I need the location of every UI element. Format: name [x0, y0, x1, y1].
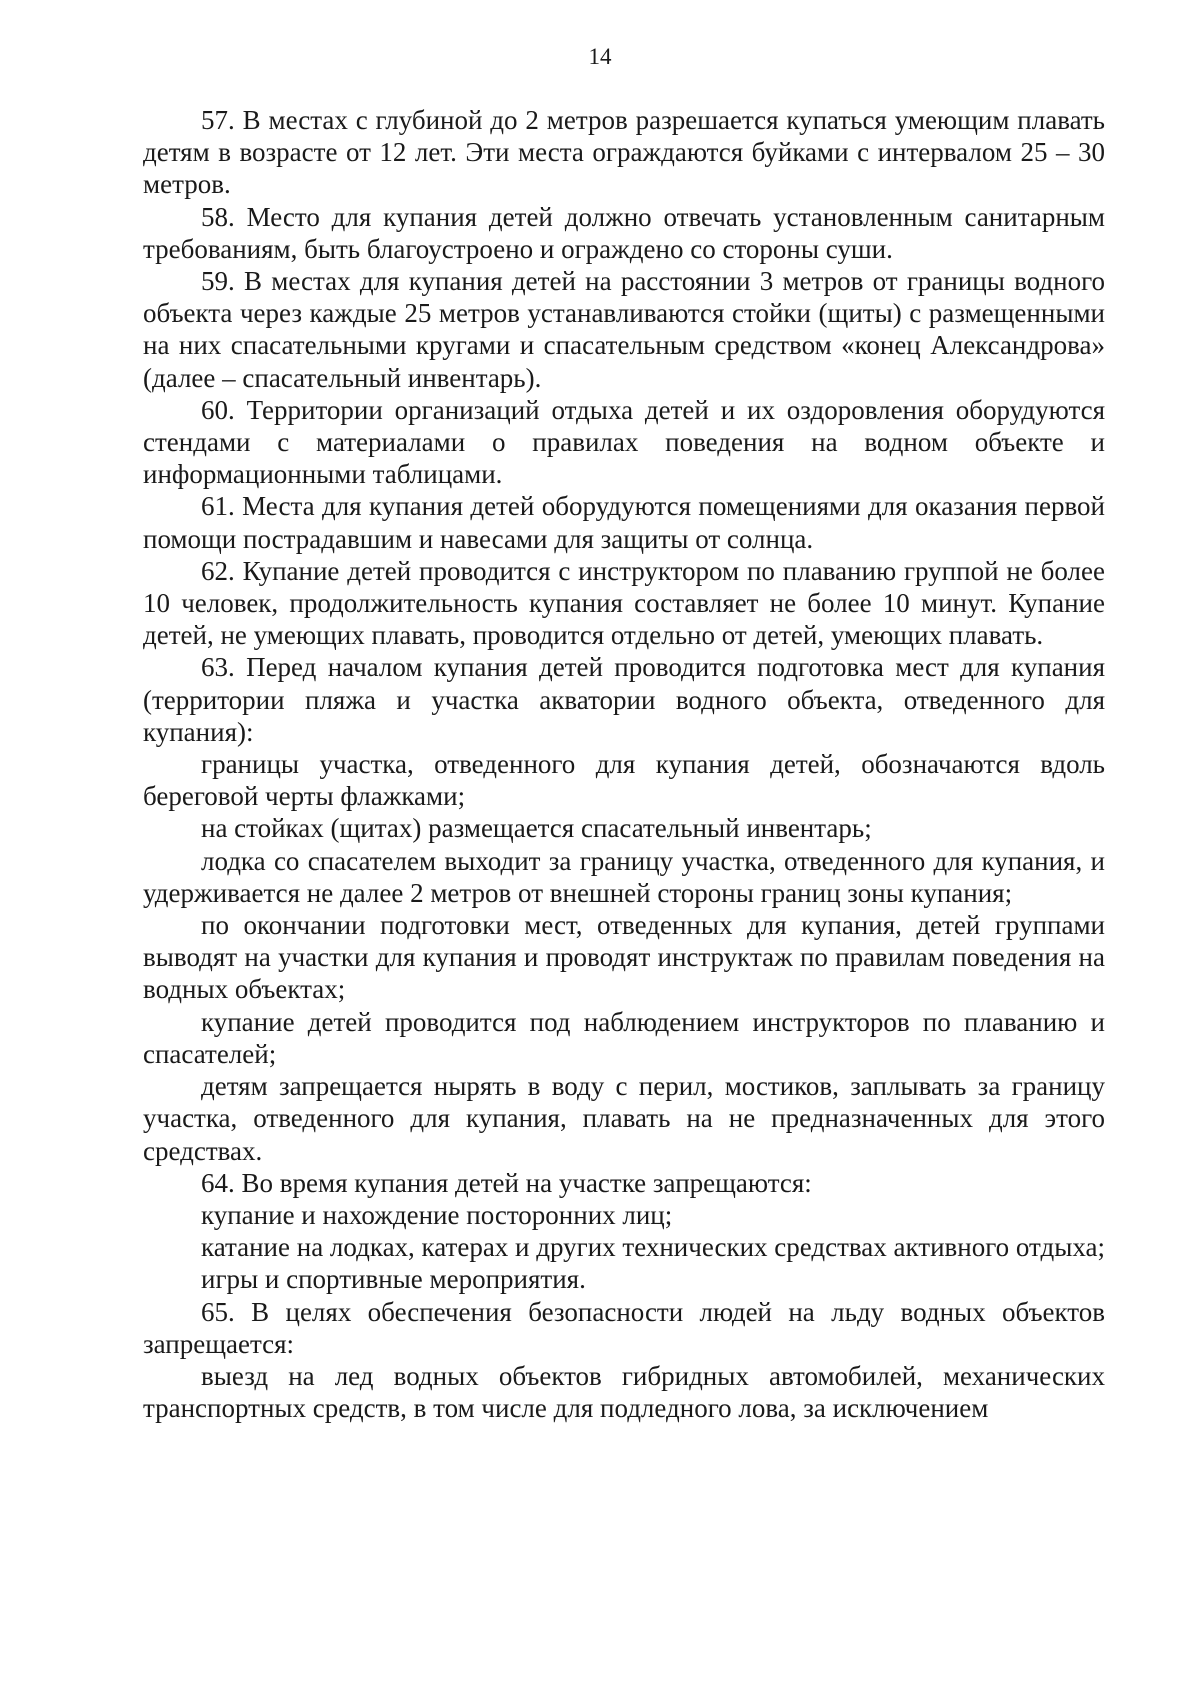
- paragraph-63: 63. Перед началом купания детей проводится подготовка мест для купания (территории пляжа и участка акватории водного объекта, отведенного для купания):: [143, 652, 1105, 747]
- page-number: 14: [588, 44, 612, 69]
- paragraph-59: 59. В местах для купания детей на расстоянии 3 метров от границы водного объекта через каждые 25 метров устанавливаются стойки (щиты) с размещенными на них спасательными кругами и спасательным средством «конец Александрова» (далее – спасательный инвентарь).: [143, 266, 1105, 393]
- list-item-63-1: границы участка, отведенного для купания детей, обозначаются вдоль береговой черты флажками;: [143, 749, 1105, 812]
- list-item-63-6: детям запрещается нырять в воду с перил, мостиков, заплывать за границу участка, отведенного для купания, плавать на не предназначенных для этого средствах.: [143, 1071, 1105, 1166]
- paragraph-58: 58. Место для купания детей должно отвечать установленным санитарным требованиям, быть благоустроено и ограждено со стороны суши.: [143, 201, 1105, 264]
- list-item-63-5: купание детей проводится под наблюдением инструкторов по плаванию и спасателей;: [143, 1006, 1105, 1069]
- list-item-64-2: катание на лодках, катерах и других технических средствах активного отдыха;: [201, 1232, 1105, 1263]
- list-item-64-1: купание и нахождение посторонних лиц;: [201, 1199, 673, 1230]
- paragraph-64: 64. Во время купания детей на участке запрещаются:: [201, 1167, 812, 1198]
- paragraph-60: 60. Территории организаций отдыха детей и их оздоровления оборудуются стендами с материалами о правилах поведения на водном объекте и информационными таблицами.: [143, 394, 1105, 490]
- list-item-63-2: на стойках (щитах) размещается спасательный инвентарь;: [201, 813, 872, 844]
- list-item-63-4: по окончании подготовки мест, отведенных для купания, детей группами выводят на участки для купания и проводят инструктаж по правилам поведения на водных объектах;: [143, 910, 1105, 1005]
- paragraph-57: 57. В местах с глубиной до 2 метров разрешается купаться умеющим плавать детям в возрасте от 12 лет. Эти места ограждаются буйками с интервалом 25 – 30 метров.: [143, 105, 1105, 200]
- list-item-64-3: игры и спортивные мероприятия.: [201, 1264, 586, 1295]
- paragraph-62: 62. Купание детей проводится с инструктором по плаванию группой не более 10 человек, продолжительность купания составляет не более 10 минут. Купание детей, не умеющих плавать, проводится отдельно от детей, умеющих плавать.: [143, 555, 1105, 651]
- list-item-63-3: лодка со спасателем выходит за границу участка, отведенного для купания, и удерживается не далее 2 метров от внешней стороны границ зоны купания;: [143, 845, 1105, 908]
- paragraph-65: 65. В целях обеспечения безопасности людей на льду водных объектов запрещается:: [143, 1296, 1105, 1359]
- paragraph-61: 61. Места для купания детей оборудуются помещениями для оказания первой помощи пострадавшим и навесами для защиты от солнца.: [143, 491, 1105, 554]
- list-item-65-1: выезд на лед водных объектов гибридных автомобилей, механических транспортных средств, в том числе для подледного лова, за исключением: [143, 1360, 1105, 1424]
- document-body: [143, 104, 1105, 1424]
